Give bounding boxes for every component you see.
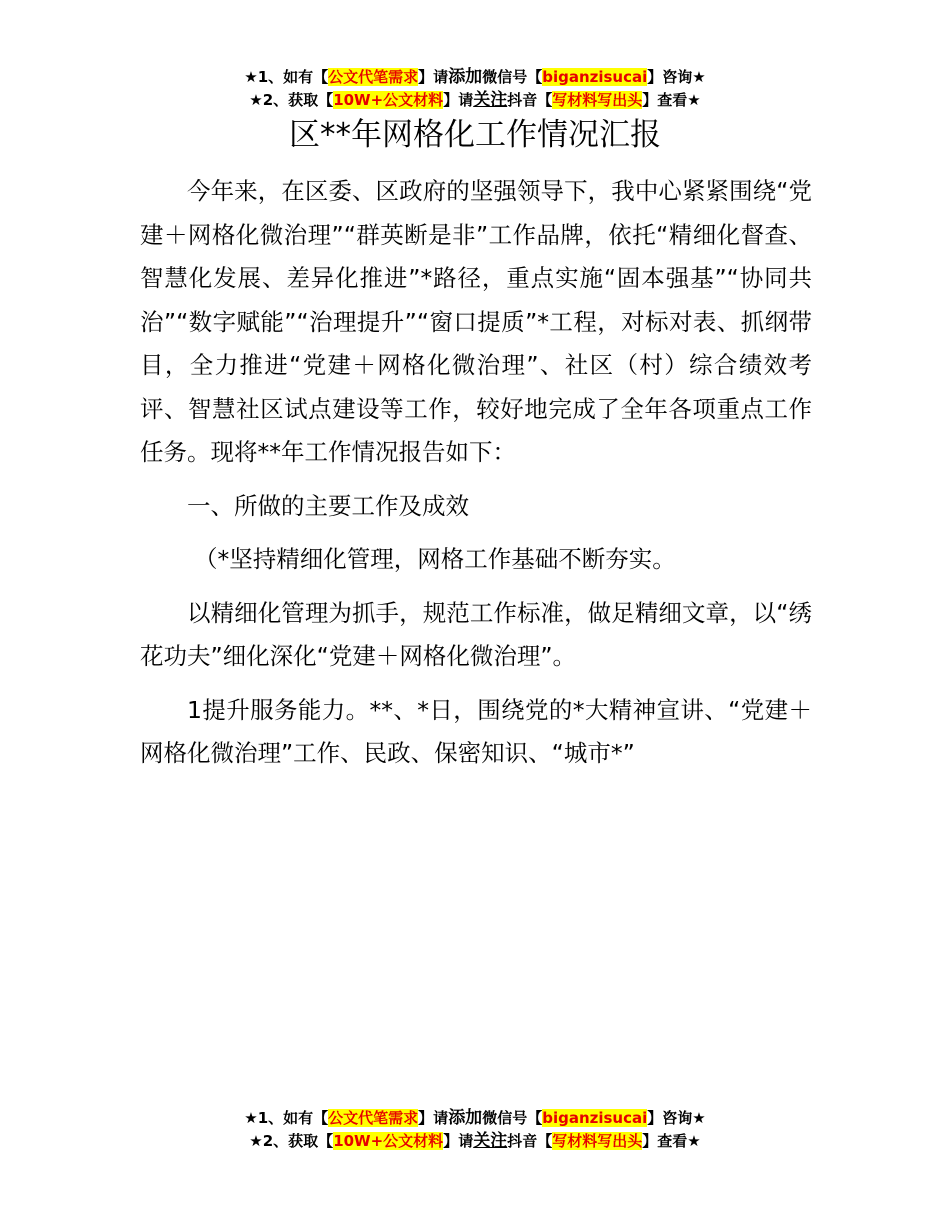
banner-line-2-mid: 】请 xyxy=(443,91,474,109)
banner-line-1 xyxy=(0,66,950,89)
footer-line-1-mid2: 微信号【 xyxy=(482,1109,543,1127)
banner-highlight-wechat: biganzisucai xyxy=(542,68,648,86)
footer-line-2-suffix: 】查看★ xyxy=(642,1132,701,1150)
footer-line-1-suffix: 】咨询★ xyxy=(647,1109,706,1127)
banner-line-1-prefix: ★1、如有【 xyxy=(244,68,329,86)
banner-line-1-mid2: 微信号【 xyxy=(482,68,543,86)
footer-line-2-mid: 】请 xyxy=(443,1132,474,1150)
banner-line-2-emph: 关注 xyxy=(473,90,508,110)
banner-highlight-douyin: 写材料写出头 xyxy=(552,91,643,109)
footer-line-2-emph: 关注 xyxy=(473,1131,508,1151)
banner-line-1-emph: 添加 xyxy=(448,67,483,87)
header-banner xyxy=(0,66,950,112)
banner-line-1-suffix: 】咨询★ xyxy=(647,68,706,86)
footer-line-2 xyxy=(0,1130,950,1153)
footer-highlight-service: 公文代笔需求 xyxy=(328,1109,419,1127)
banner-highlight-materials: 10W+公文材料 xyxy=(333,91,444,109)
footer-line-2-prefix: ★2、获取【 xyxy=(249,1132,334,1150)
paragraph-management: 以精细化管理为抓手，规范工作标准，做足精细文章，以“绣花功夫”细化深化“党建＋网格化微治理”。 xyxy=(140,598,812,670)
banner-line-2 xyxy=(0,89,950,112)
footer-banner xyxy=(0,1107,950,1153)
section-heading-1: 一、所做的主要工作及成效 xyxy=(187,491,469,520)
subsection-heading-1: （*坚持精细化管理，网格工作基础不断夯实。 xyxy=(194,545,676,573)
paragraph-intro: 今年来，在区委、区政府的坚强领导下，我中心紧紧围绕“党建＋网格化微治理”“群英断是非”工作品牌，依托“精细化督查、智慧化发展、差异化推进”*路径，重点实施“固本强基”“协同共治”“数字赋能”“治理提升”“窗口提质”*工程，对标对表、抓纲带目，全力推进“党建＋网格化微治理”、社区（村）综合绩效考评、智慧社区试点建设等工作，较好地完成了全年各项重点工作任务。现将**年工作情况报告如下： xyxy=(140,177,812,466)
banner-line-2-suffix: 】查看★ xyxy=(642,91,701,109)
footer-line-2-mid2: 抖音【 xyxy=(507,1132,553,1150)
document-title: 区**年网格化工作情况汇报 xyxy=(289,117,661,153)
banner-line-2-mid2: 抖音【 xyxy=(507,91,553,109)
footer-highlight-wechat: biganzisucai xyxy=(542,1109,648,1127)
paragraph-service: 1提升服务能力。**、*日，围绕党的*大精神宣讲、“党建＋网格化微治理”工作、民政、保密知识、“城市*” xyxy=(140,695,812,767)
footer-line-1 xyxy=(0,1107,950,1130)
banner-highlight-service: 公文代笔需求 xyxy=(328,68,419,86)
banner-line-2-prefix: ★2、获取【 xyxy=(249,91,334,109)
footer-line-1-mid: 】请 xyxy=(418,1109,449,1127)
banner-line-1-mid: 】请 xyxy=(418,68,449,86)
document-body xyxy=(140,170,812,776)
footer-highlight-materials: 10W+公文材料 xyxy=(333,1132,444,1150)
footer-line-1-prefix: ★1、如有【 xyxy=(244,1109,329,1127)
footer-line-1-emph: 添加 xyxy=(448,1108,483,1128)
footer-highlight-douyin: 写材料写出头 xyxy=(552,1132,643,1150)
